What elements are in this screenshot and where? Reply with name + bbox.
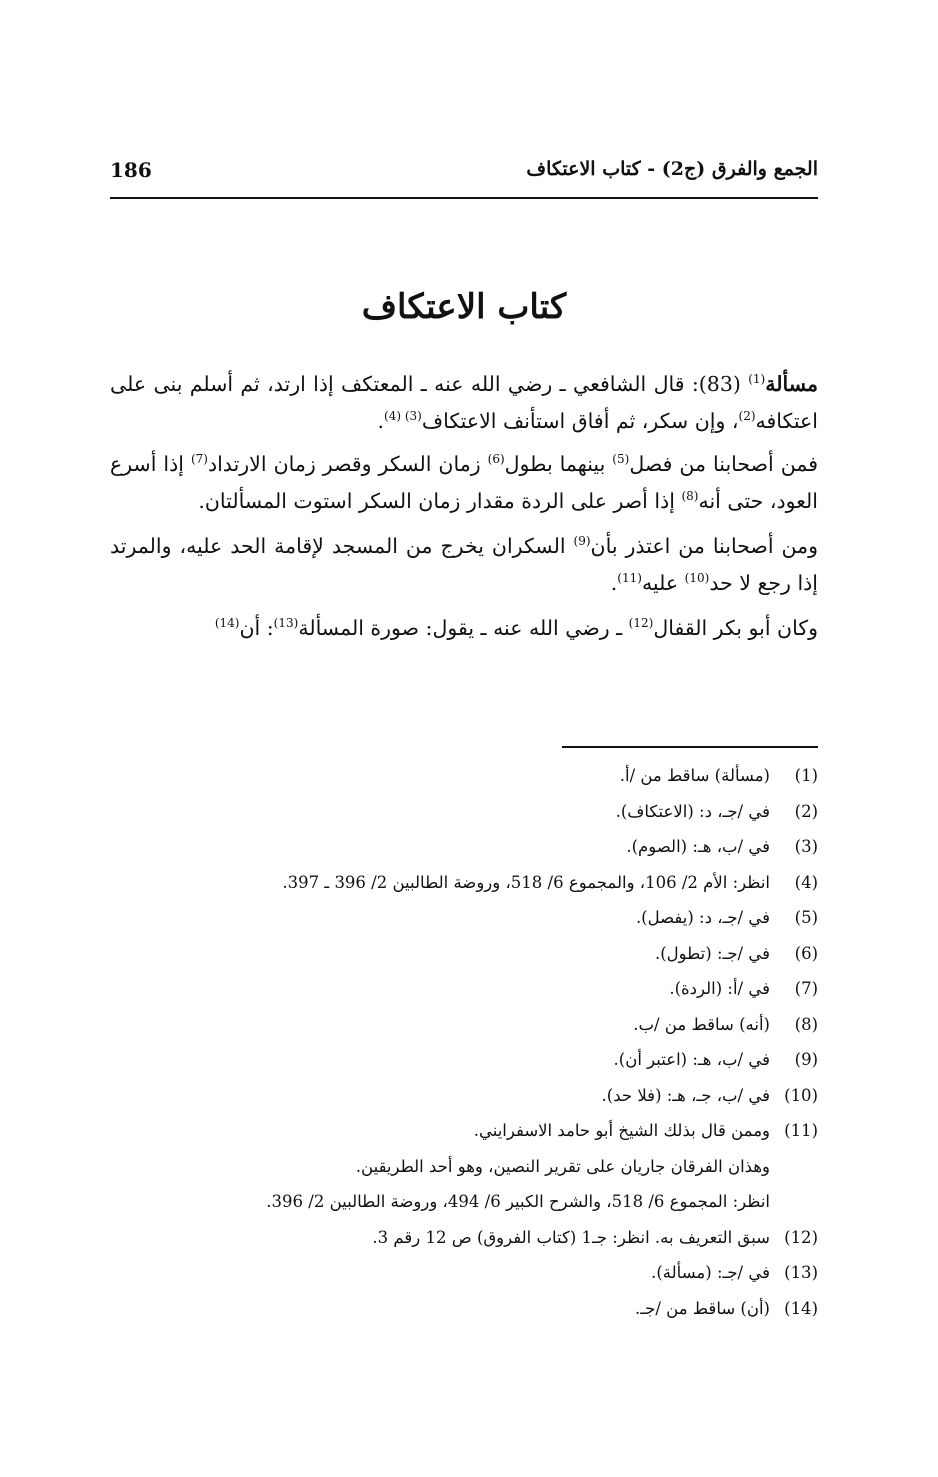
body-paragraph	[110, 528, 818, 602]
footnote-text: في /ب، جـ، هـ: (فلا حد).	[601, 1085, 770, 1105]
footnote-item	[150, 971, 818, 1007]
text-run: : أن	[239, 616, 274, 640]
footnote-text: في /جـ: (مسألة).	[651, 1263, 770, 1282]
footnote-ref: (5)	[612, 452, 630, 467]
text-run: زمان السكر وقصر زمان الارتداد	[207, 452, 488, 476]
footnote-text: في /ب، هـ: (اعتبر أن).	[613, 1050, 770, 1069]
footnote-ref: (7)	[190, 452, 208, 467]
footnote-text: في /أ: (الردة).	[669, 979, 770, 998]
footnote-ref: (2)	[738, 409, 756, 424]
footnote-number: (11)	[784, 1121, 818, 1140]
text-run: فمن أصحابنا من فصل	[629, 452, 819, 476]
text-run: .	[377, 409, 385, 433]
text-run: (83): قال الشافعي ـ رضي الله عنه ـ المعتكف إذا ارتد، ثم أسلم بنى على اعتكافه	[110, 372, 818, 433]
footnote-text: في /جـ، د: (الاعتكاف).	[615, 801, 770, 821]
footnote-text: في /ب، هـ: (الصوم).	[626, 837, 770, 856]
footnote-number: (14)	[784, 1298, 818, 1318]
text-run: بينهما بطول	[504, 452, 613, 476]
footnote-ref: (14)	[214, 616, 240, 631]
footnote-ref: (8)	[681, 489, 699, 504]
footnote-item	[150, 1042, 818, 1078]
footnote-item	[150, 900, 818, 936]
footnote-ref: (1)	[748, 372, 766, 387]
footnotes	[150, 758, 818, 1326]
footnote-number: (9)	[794, 1050, 818, 1069]
chapter-title: كتاب الاعتكاف	[361, 287, 567, 327]
footnote-text: سبق التعريف به. انظر: جـ1 (كتاب الفروق) ص 12 رقم 3.	[372, 1227, 770, 1247]
footnote-text: (مسألة) ساقط من /أ.	[619, 766, 770, 785]
footnote-item	[150, 1113, 818, 1149]
header-divider	[110, 197, 818, 199]
text-run: السكران يخرج من المسجد لإقامة الحد عليه، والمرتد إذا رجع لا حد	[110, 534, 818, 595]
footnote-item	[150, 794, 818, 830]
footnote-item	[150, 1078, 818, 1114]
text-run: ـ رضي الله عنه ـ يقول: صورة المسألة	[298, 616, 629, 640]
footnote-item	[150, 1007, 818, 1043]
footnote-number: (8)	[794, 1014, 818, 1034]
footnote-item	[150, 1220, 818, 1256]
body-paragraph	[110, 366, 818, 440]
footnote-number: (3)	[794, 837, 818, 856]
footnote-number: (13)	[784, 1263, 818, 1282]
footnote-item	[150, 1255, 818, 1291]
footnote-text: (أنه) ساقط من /ب.	[633, 1014, 770, 1034]
issue-label: مسألة	[765, 372, 818, 396]
text-run: إذا أصر على الردة مقدار زمان السكر استوت المسألتان.	[198, 489, 682, 513]
footnote-number: (12)	[784, 1227, 818, 1247]
body-paragraph	[110, 446, 818, 520]
footnote-divider	[562, 746, 818, 748]
footnote-number: (1)	[794, 766, 818, 785]
running-title: الجمع والفرق (ج2) - كتاب الاعتكاف	[526, 158, 818, 180]
footnote-text: في /جـ، د: (يفصل).	[635, 908, 770, 927]
body-text	[110, 366, 818, 655]
footnote-text: وممن قال بذلك الشيخ أبو حامد الاسفرايني.	[473, 1121, 770, 1140]
text-run: إذا أسرع العود، حتى أنه	[110, 452, 818, 513]
text-run: ومن أصحابنا من اعتذر بأن	[590, 534, 818, 558]
footnote-item	[150, 936, 818, 972]
footnote-item	[150, 865, 818, 901]
footnote-number: (5)	[794, 908, 818, 927]
text-run: وكان أبو بكر القفال	[653, 616, 818, 640]
footnote-number: (10)	[784, 1085, 818, 1105]
text-run: .	[610, 571, 618, 595]
footnote-text: انظر: الأم 2/ 106، والمجموع 6/ 518، وروضة الطالبين 2/ 396 ـ 397.	[282, 872, 770, 892]
text-run: عليه	[641, 571, 685, 595]
footnote-number: (4)	[794, 872, 818, 892]
page-header	[110, 150, 818, 198]
page-number: 186	[110, 158, 152, 182]
footnote-item	[150, 758, 818, 794]
footnote-ref: (12)	[628, 616, 654, 631]
footnote-ref: (3) (4)	[384, 409, 422, 424]
footnote-item	[150, 829, 818, 865]
footnote-ref: (10)	[684, 571, 710, 586]
footnote-continuation: وهذان الفرقان جاريان على تقرير النصين، وهو أحد الطريقين.	[355, 1156, 770, 1176]
footnote-ref: (13)	[273, 616, 299, 631]
footnote-continuation: انظر: المجموع 6/ 518، والشرح الكبير 6/ 494، وروضة الطالبين 2/ 396.	[266, 1192, 770, 1211]
footnote-ref: (11)	[617, 571, 642, 586]
footnote-number: (6)	[794, 943, 818, 963]
footnote-ref: (9)	[573, 534, 591, 549]
footnote-item	[150, 1291, 818, 1327]
footnote-text: (أن) ساقط من /جـ.	[635, 1298, 770, 1318]
footnote-number: (2)	[794, 801, 818, 821]
body-paragraph	[110, 610, 818, 647]
text-run: ، وإن سكر، ثم أفاق استأنف الاعتكاف	[421, 409, 739, 433]
footnote-ref: (6)	[487, 452, 505, 467]
footnote-number: (7)	[794, 979, 818, 998]
footnote-text: في /جـ: (تطول).	[654, 943, 770, 963]
